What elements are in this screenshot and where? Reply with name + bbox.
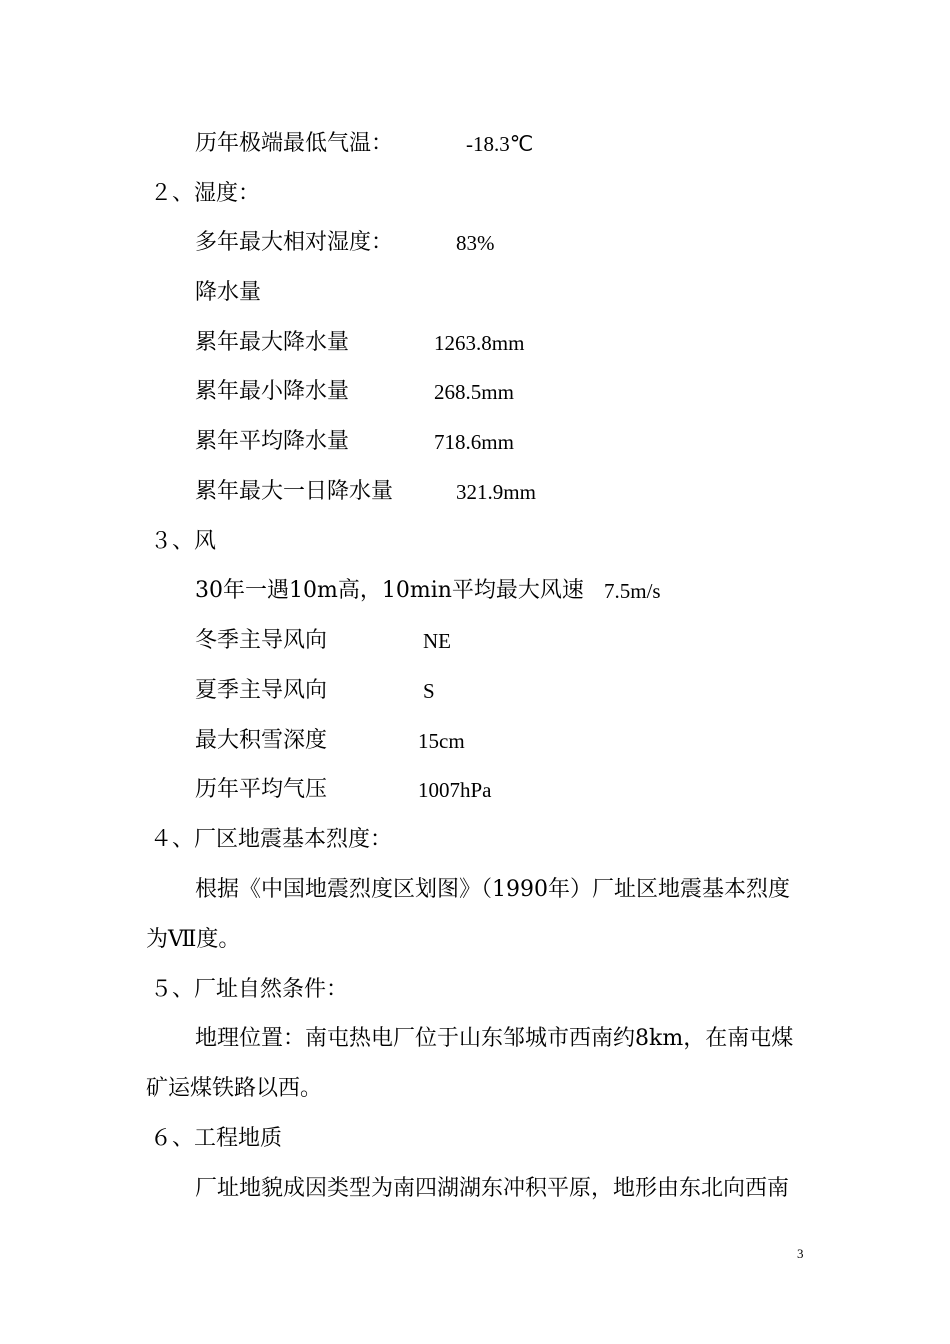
precip-row-label: 累年平均降水量 — [195, 429, 350, 454]
wind-row-label: 最大积雪深度 — [195, 728, 328, 753]
precip-row-value: 1263.8mm — [434, 331, 525, 355]
page-number: 3 — [797, 1246, 804, 1261]
wind-row-label: 夏季主导风向 — [195, 678, 328, 703]
wind-row-value: NE — [423, 629, 451, 653]
site-heading: ５、厂址自然条件： — [150, 977, 349, 1002]
seismic-text-line: 根据《中国地震烈度区划图》（1990年）厂址区地震基本烈度 — [195, 877, 790, 902]
min-temp-label: 历年极端最低气温： — [195, 131, 394, 156]
precip-row-label: 累年最小降水量 — [195, 379, 350, 404]
geology-heading: ６、工程地质 — [150, 1126, 283, 1151]
rel-humidity-value: 83% — [456, 231, 495, 255]
precip-row-label: 累年最大一日降水量 — [195, 479, 394, 504]
wind-heading: ３、风 — [150, 529, 217, 554]
wind-row-label: 历年平均气压 — [195, 777, 328, 802]
site-text-line: 地理位置：南屯热电厂位于山东邹城市西南约8km，在南屯煤 — [195, 1026, 794, 1051]
precip-heading: 降水量 — [195, 280, 262, 305]
rel-humidity-label: 多年最大相对湿度： — [195, 230, 394, 255]
precip-row-label: 累年最大降水量 — [195, 330, 350, 355]
wind-speed-value: 7.5m/s — [604, 579, 661, 603]
wind-row-value: 15cm — [418, 729, 465, 753]
wind-row-value: S — [423, 679, 435, 703]
humidity-heading: ２、湿度： — [150, 181, 261, 206]
site-text-line: 矿运煤铁路以西。 — [146, 1076, 323, 1101]
precip-row-value: 268.5mm — [434, 380, 514, 404]
precip-row-value: 321.9mm — [456, 480, 536, 504]
precip-row-value: 718.6mm — [434, 430, 514, 454]
wind-row-label: 冬季主导风向 — [195, 628, 328, 653]
wind-speed-label: 30年一遇10m高，10min平均最大风速 — [195, 578, 584, 603]
seismic-heading: ４、厂区地震基本烈度： — [150, 827, 393, 852]
min-temp-value: -18.3℃ — [466, 132, 534, 156]
geology-text-line: 厂址地貌成因类型为南四湖湖东冲积平原，地形由东北向西南 — [195, 1176, 790, 1201]
seismic-text-line: 为Ⅶ度。 — [146, 927, 241, 952]
wind-row-value: 1007hPa — [418, 778, 492, 802]
